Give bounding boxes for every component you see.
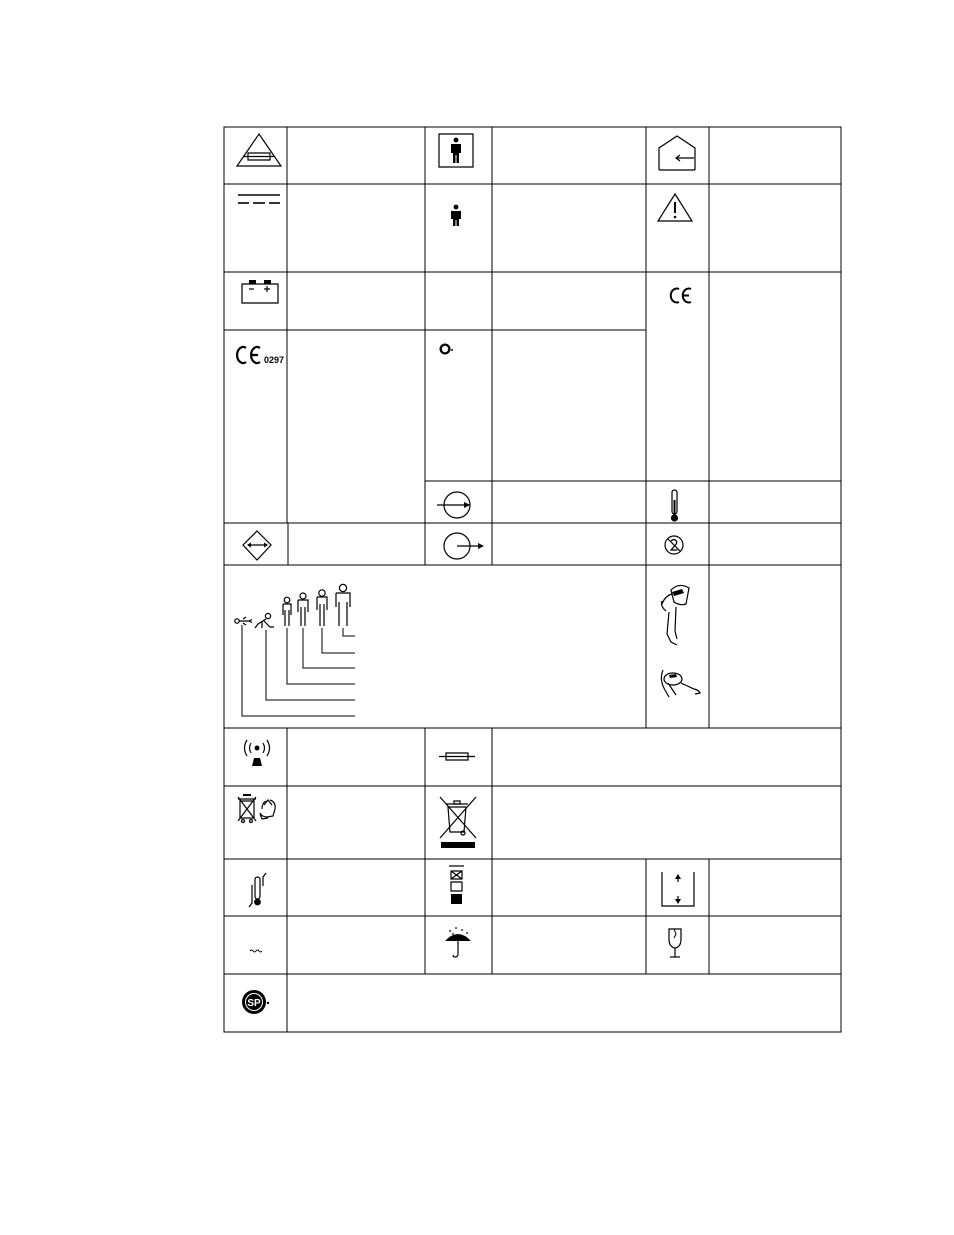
symbol-table-grid [224, 127, 841, 1032]
type-bf-applied-part-icon [439, 134, 473, 167]
neonate-figure [235, 617, 252, 625]
cuff-placement-icon [661, 585, 700, 697]
direct-current-icon [238, 195, 280, 203]
temperature-limit-icon [249, 873, 266, 907]
humidity-icon [250, 950, 262, 952]
weee-crossed-bin-icon [440, 797, 476, 848]
house-input-arrow-icon [659, 136, 695, 170]
fuse-icon [439, 753, 475, 760]
non-ionizing-radiation-icon [245, 740, 270, 766]
caution-triangle-icon [658, 194, 692, 221]
child-figure [283, 597, 291, 626]
youth-figure [298, 593, 308, 626]
adult-figure [317, 590, 327, 626]
large-adult-figure [336, 584, 350, 626]
patient-sizes-icon [235, 584, 355, 716]
thermometer-icon [671, 490, 678, 522]
ce-mark-icon [671, 289, 691, 303]
fuse-triangle-icon [237, 134, 281, 166]
this-way-up-icon [662, 872, 694, 906]
keep-dry-icon [445, 927, 471, 957]
csa-mark-small-icon [440, 344, 454, 355]
stacking-limit-icon [449, 866, 464, 904]
ce-0297-mark-icon [237, 347, 284, 365]
ce-notified-body-number: 0297 [264, 355, 285, 365]
battery-icon [242, 280, 278, 303]
diamond-bidirectional-arrow-icon [243, 531, 271, 560]
crawling-infant-figure [255, 613, 274, 628]
forearm-cuff-figure [661, 670, 700, 697]
csa-mark-large-icon [242, 990, 269, 1014]
do-not-reuse-icon [665, 536, 683, 554]
csa-mark-letters: SP [247, 998, 261, 1009]
recycle-bin-icon [238, 794, 275, 823]
type-b-applied-part-icon [451, 205, 461, 226]
circle-input-arrow-icon [437, 492, 470, 518]
thigh-cuff-figure [662, 585, 690, 645]
fragile-glass-icon [669, 929, 681, 957]
circle-output-arrow-icon [444, 533, 484, 559]
